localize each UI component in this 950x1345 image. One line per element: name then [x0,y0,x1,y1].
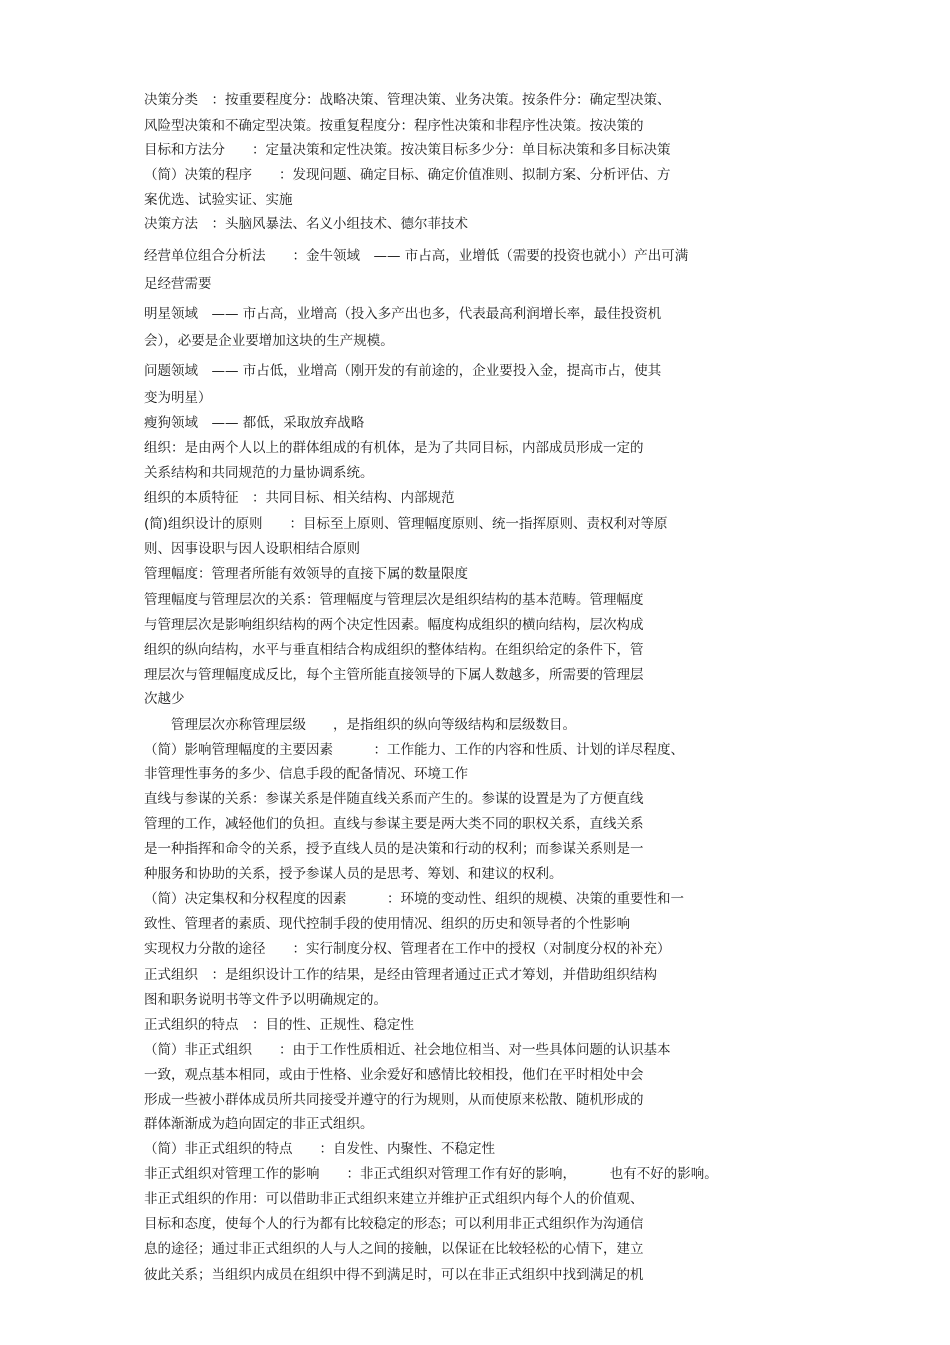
text-line: 关系结构和共同规范的力量协调系统。 [144,465,374,481]
text-line: 变为明星） [144,390,212,406]
text-line: （简）非正式组织的特点 ：自发性、内聚性、不稳定性 [144,1141,495,1157]
text-line: 非正式组织的作用：可以借助非正式组织来建立并维护正式组织内每个人的价值观、 [144,1191,644,1207]
text-line: 次越少 [144,691,185,707]
text-line: 问题领域 —— 市占低，业增高（刚开发的有前途的，企业要投入金，提高市占，使其 [144,363,662,379]
text-line: 组织的本质特征 ：共同目标、相关结构、内部规范 [144,490,455,506]
text-line: 息的途径；通过非正式组织的人与人之间的接触，以保证在比较轻松的心情下，建立 [144,1241,644,1257]
text-line: 正式组织的特点 ：目的性、正规性、稳定性 [144,1017,414,1033]
text-line: 管理幅度与管理层次的关系：管理幅度与管理层次是组织结构的基本范畴。管理幅度 [144,592,644,608]
text-line: （简）影响管理幅度的主要因素 ：工作能力、工作的内容和性质、计划的详尽程度、 [144,742,684,758]
text-line: 目标和态度，使每个人的行为都有比较稳定的形态；可以利用非正式组织作为沟通信 [144,1216,644,1232]
text-line: 决策分类 ：按重要程度分：战略决策、管理决策、业务决策。按条件分：确定型决策、 [144,92,671,108]
text-line: 彼此关系；当组织内成员在组织中得不到满足时，可以在非正式组织中找到满足的机 [144,1267,644,1283]
text-line: 非正式组织对管理工作的影响 ：非正式组织对管理工作有好的影响， 也有不好的影响。 [144,1166,718,1182]
text-line: 直线与参谋的关系：参谋关系是伴随直线关系而产生的。参谋的设置是为了方便直线 [144,791,644,807]
text-line: 是一种指挥和命令的关系，授予直线人员的是决策和行动的权利；而参谋关系则是一 [144,841,644,857]
text-line: 经营单位组合分析法 ：金牛领域 —— 市占高，业增低（需要的投资也就小）产出可满 [144,248,689,264]
text-line: 瘦狗领域 —— 都低，采取放弃战略 [144,415,365,431]
text-line: （简）决定集权和分权程度的因素 ：环境的变动性、组织的规模、决策的重要性和一 [144,891,684,907]
text-line: 决策方法 ：头脑风暴法、名义小组技术、德尔菲技术 [144,216,468,232]
text-line: （简）非正式组织 ：由于工作性质相近、社会地位相当、对一些具体问题的认识基本 [144,1042,671,1058]
text-line: 管理的工作，减轻他们的负担。直线与参谋主要是两大类不同的职权关系，直线关系 [144,816,644,832]
text-line: 形成一些被小群体成员所共同接受并遵守的行为规则，从而使原来松散、随机形成的 [144,1092,644,1108]
text-line: 管理层次亦称管理层级 ，是指组织的纵向等级结构和层级数目。 [144,717,576,733]
text-line: 案优选、试验实证、实施 [144,192,293,208]
text-line: 图和职务说明书等文件予以明确规定的。 [144,992,387,1008]
text-line: 明星领域 —— 市占高，业增高（投入多产出也多，代表最高利润增长率，最佳投资机 [144,306,662,322]
text-line: 致性、管理者的素质、现代控制手段的使用情况、组织的历史和领导者的个性影响 [144,916,630,932]
text-line: 风险型决策和不确定型决策。按重复程度分：程序性决策和非程序性决策。按决策的 [144,118,644,134]
text-line: 实现权力分散的途径 ：实行制度分权、管理者在工作中的授权（对制度分权的补充） [144,941,671,957]
text-line: 足经营需要 [144,276,212,292]
text-line: 非管理性事务的多少、信息手段的配备情况、环境工作 [144,766,468,782]
text-line: 种服务和协助的关系，授予参谋人员的是思考、筹划、和建议的权利。 [144,866,563,882]
text-line: （简）决策的程序 ：发现问题、确定目标、确定价值准则、拟制方案、分析评估、方 [144,167,671,183]
text-line: 一致，观点基本相同，或由于性格、业余爱好和感情比较相投，他们在平时相处中会 [144,1067,644,1083]
text-line: 则、因事设职与因人设职相结合原则 [144,541,360,557]
text-line: 群体渐渐成为趋向固定的非正式组织。 [144,1116,374,1132]
text-line: 理层次与管理幅度成反比，每个主管所能直接领导的下属人数越多，所需要的管理层 [144,667,644,683]
text-line: 组织的纵向结构，水平与垂直相结合构成组织的整体结构。在组织给定的条件下，管 [144,642,644,658]
text-line: 正式组织 ：是组织设计工作的结果，是经由管理者通过正式才筹划，并借助组织结构 [144,967,657,983]
text-line: 目标和方法分 ：定量决策和定性决策。按决策目标多少分：单目标决策和多目标决策 [144,142,671,158]
text-line: 与管理层次是影响组织结构的两个决定性因素。幅度构成组织的横向结构，层次构成 [144,617,644,633]
text-line: (简)组织设计的原则 ：目标至上原则、管理幅度原则、统一指挥原则、责权利对等原 [144,516,668,532]
text-line: 管理幅度：管理者所能有效领导的直接下属的数量限度 [144,566,468,582]
text-line: 会），必要是企业要增加这块的生产规模。 [144,333,394,349]
text-line: 组织：是由两个人以上的群体组成的有机体，是为了共同目标，内部成员形成一定的 [144,440,644,456]
